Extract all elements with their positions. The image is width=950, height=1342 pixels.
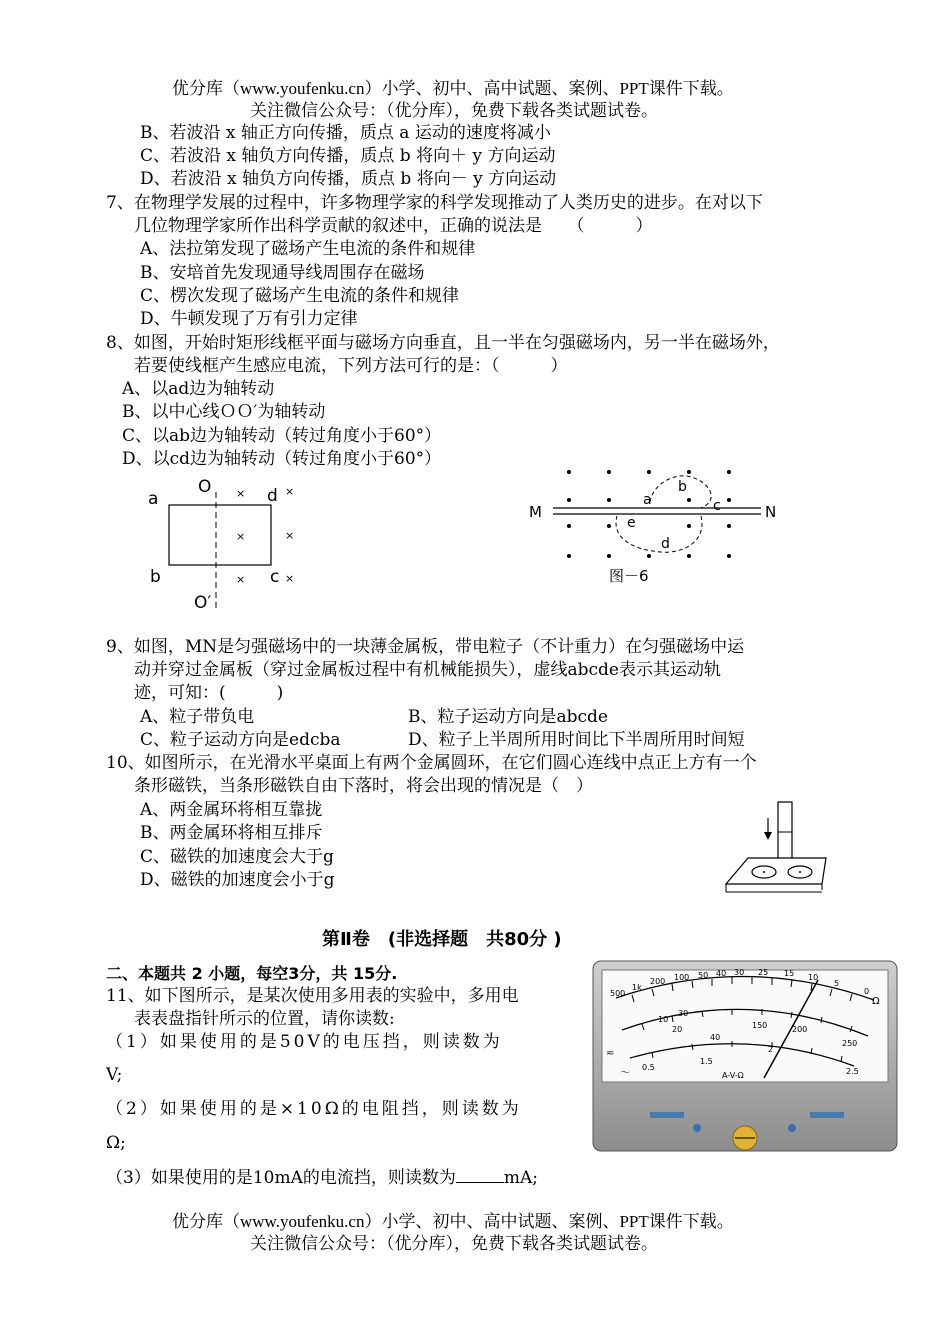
q9-option-a: A、粒子带负电 [140,707,255,727]
meter-slot-right [810,1112,844,1118]
label-o-bottom: O′ [194,593,212,613]
field-cross: × [236,487,246,500]
q11-part-1: （1）如果使用的是50V的电压挡，则读数为 [106,1032,503,1052]
label-m: M [529,503,542,521]
q7-option-d: D、牛顿发现了万有引力定律 [140,309,358,329]
ac-tick-label: 1.5 [700,1057,713,1066]
mid-tick-label: 10 [658,1015,669,1024]
q9-stem-2: 动并穿过金属板（穿过金属板过程中有机械能损失），虚线abcde表示其运动轨 [134,660,721,680]
q11-stem-1: 11、如下图所示，是某次使用多用表的实验中，多用电 [106,986,519,1006]
meter-rivet-left [693,1124,701,1132]
answer-blank[interactable] [456,1166,504,1183]
mid-tick-label: 20 [672,1025,683,1034]
q11-part-1-unit: V; [106,1065,123,1085]
q8-stem-2: 若要使线框产生感应电流，下列方法可行的是：（ ） [134,356,568,376]
q7-option-a: A、法拉第发现了磁场产生电流的条件和规律 [140,239,476,259]
q10-option-d: D、磁铁的加速度会小于g [140,870,335,890]
dc-tick-label: 250 [842,1039,858,1048]
q10-stem-1: 10、如图所示，在光滑水平桌面上有两个金属圆环，在它们圆心连线中点正上方有一个 [106,753,757,773]
label-a: a [148,489,159,509]
meter-slot-left [650,1112,684,1118]
q7-stem-2: 几位物理学家所作出科学贡献的叙述中，正确的说法是 （ ） [134,216,653,236]
q10-option-a: A、两金属环将相互靠拢 [140,800,323,820]
bar-magnet [778,802,792,864]
dc-symbol: ≂ [606,1048,615,1059]
coil-rectangle [169,505,271,565]
ohm-tick-label: 0 [864,987,870,996]
meter-range-label: A-V-Ω [722,1071,744,1080]
q8-option-c: C、以ab边为轴转动（转过角度小于60°） [122,426,442,446]
label-b: b [678,479,687,495]
q10-figure [720,798,850,896]
label-n: N [765,503,777,521]
q9-option-c: C、粒子运动方向是edcba [140,730,341,750]
q9-stem-1: 9、如图，MN是匀强磁场中的一块薄金属板，带电粒子（不计重力）在匀强磁场中运 [106,637,745,657]
ac-tick-label: 2.5 [846,1067,859,1076]
q10-option-c: C、磁铁的加速度会大于g [140,847,334,867]
dc-tick-label: 150 [752,1021,768,1030]
label-o-top: O [198,477,212,497]
mid-tick-label: 30 [678,1009,689,1018]
ohm-tick-label: 5 [834,979,840,988]
ohm-tick-label: 100 [674,973,690,982]
ohm-tick-label: 40 [716,969,727,978]
label-d: d [661,536,670,552]
ohm-tick-label: 30 [734,968,745,977]
figure-6 [525,460,795,590]
q11-part-3-text: （3）如果使用的是10mA的电流挡，则读数为 [106,1168,456,1188]
section-2-heading: 二、本题共 2 小题，每空3分，共 15分. [106,964,398,983]
q11-stem-2: 表表盘指针所示的位置，请你读数: [134,1009,395,1029]
q8-option-a: A、以ad边为轴转动 [122,379,275,399]
field-cross: × [236,530,246,543]
omega-symbol: Ω [872,996,880,1007]
q11-part-2: （2）如果使用的是×10Ω的电阻挡，则读数为 [106,1099,522,1119]
q11-part-2-unit: Ω; [106,1133,126,1153]
figure-caption: 图－6 [609,567,649,585]
field-cross: × [285,529,295,542]
label-b: b [150,567,161,587]
q6-option-c: C、若波沿 x 轴负方向传播，质点 b 将向＋ y 方向运动 [140,146,556,166]
fall-arrow-head [764,832,772,840]
footer-line-1: 优分库（www.youfenku.cn）小学、初中、高中试题、案例、PPT课件下载。 [172,1212,734,1231]
q7-option-c: C、楞次发现了磁场产生电流的条件和规律 [140,286,460,306]
ac-tick-label: 2 [768,1045,774,1054]
field-cross: × [236,573,246,586]
ohm-tick-label: 25 [758,968,769,977]
q9-stem-3: 迹，可知：( ) [134,683,284,703]
ac-symbol: ～ [620,1068,630,1079]
label-e: e [627,515,636,531]
q11-part-3 [106,1166,538,1189]
q6-option-d: D、若波沿 x 轴负方向传播，质点 b 将向－ y 方向运动 [140,169,557,189]
q8-option-b: B、以中心线ＯＯ′为轴转动 [122,402,326,422]
field-cross: × [285,485,295,498]
label-a: a [643,492,652,508]
ohm-tick-label: 50 [698,971,709,980]
mid-tick-label: 40 [710,1033,721,1042]
q8-option-d: D、以cd边为轴转动（转过角度小于60°） [122,449,442,469]
footer-line-2: 关注微信公众号：（优分库），免费下载各类试题试卷。 [250,1234,658,1253]
ohm-tick-label: 200 [650,977,666,986]
field-cross: × [285,572,295,585]
q10-option-b: B、两金属环将相互排斥 [140,823,323,843]
q9-option-b: B、粒子运动方向是abcde [408,707,608,727]
ohm-tick-label: 10 [808,973,819,982]
q7-stem-1: 7、在物理学发展的过程中，许多物理学家的科学发现推动了人类历史的进步。在对以下 [106,193,763,213]
ohm-tick-label: 500 [610,989,626,998]
ohm-tick-label: 1k [632,983,642,992]
q8-stem-1: 8、如图，开始时矩形线框平面与磁场方向垂直，且一半在匀强磁场内，另一半在磁场外， [106,333,780,353]
ohm-tick-label: 15 [784,969,795,978]
q6-option-b: B、若波沿 x 轴正方向传播，质点 a 运动的速度将减小 [140,123,551,143]
q9-option-d: D、粒子上半周所用时间比下半周所用时间短 [408,730,745,750]
part-2-title: 第Ⅱ卷 (非选择题 共80分 ) [322,929,562,950]
header-line-2: 关注微信公众号：（优分库），免费下载各类试题试卷。 [250,101,658,120]
q10-stem-2: 条形磁铁，当条形磁铁自由下落时，将会出现的情况是（ ） [134,776,593,796]
ac-tick-label: 0.5 [642,1063,655,1072]
label-d: d [267,486,278,506]
q7-option-b: B、安培首先发现通导线周围存在磁场 [140,263,425,283]
multimeter-dial [592,960,898,1152]
header-line-1: 优分库（www.youfenku.cn）小学、初中、高中试题、案例、PPT课件下载。 [172,79,734,98]
q8-figure [140,470,310,615]
meter-rivet-right [788,1124,796,1132]
q11-part-3-unit: mA; [503,1168,538,1188]
dc-tick-label: 200 [792,1025,808,1034]
label-c: c [713,498,721,514]
label-c: c [270,567,280,587]
